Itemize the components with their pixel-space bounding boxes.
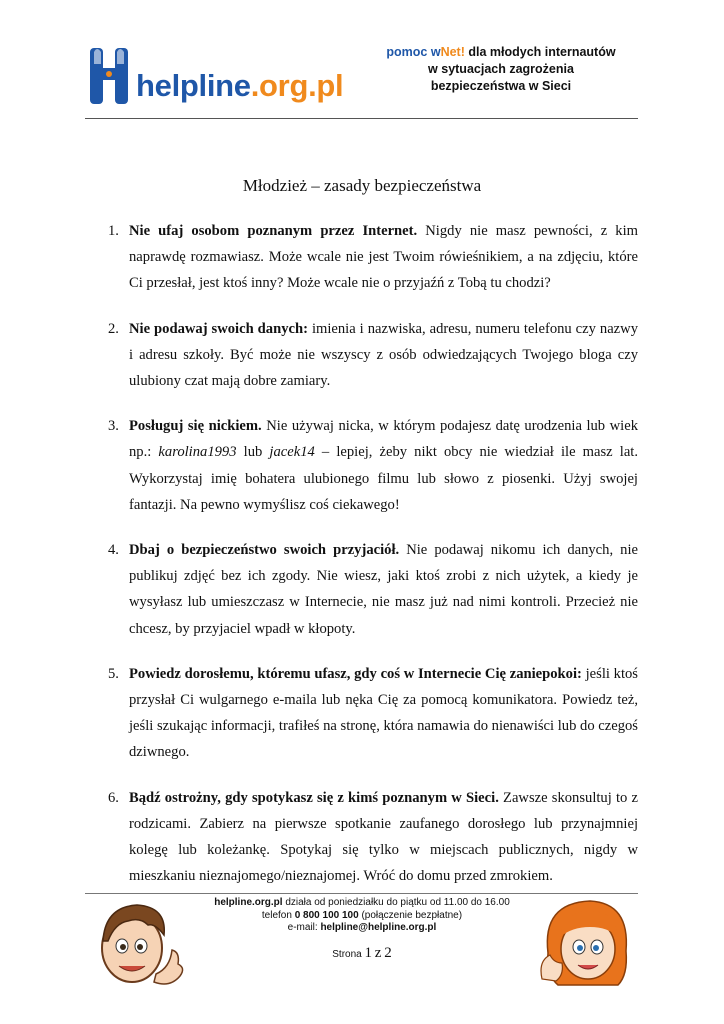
rule-heading: Powiedz dorosłemu, któremu ufasz, gdy coś w Internecie Cię zaniepokoi: — [129, 665, 582, 682]
rule-heading: Posługuj się nickiem. — [129, 418, 262, 435]
rule-text: Bądź ostrożny, gdy spotykasz się z kimś poznanym w Sieci. Zawsze skonsultuj to z rodzicami. Zabierz na pierwsze spotkanie zaufanego dorosłego lub przynajmniej kolegę lub koleżankę. Spotykaj się tylko w miejscach publicznych, nigdy w mieszkaniu nieznajomego/nieznajomej. Wróć do domu przed zmrokiem. — [129, 789, 638, 885]
header-divider — [85, 118, 638, 119]
rule-heading: Nie podawaj swoich danych: — [129, 320, 308, 337]
rule-item — [108, 661, 638, 766]
page-number: Strona 1 z 2 — [332, 945, 392, 961]
helpline-logo[interactable] — [86, 40, 343, 104]
rule-number: 6. — [108, 789, 119, 806]
page-title: Młodzież – zasady bezpieczeństwa — [242, 176, 482, 195]
page-header — [0, 0, 724, 118]
rule-item — [108, 413, 638, 518]
header-tagline: pomoc wNet! dla młodych internautów w sytuacjach zagrożenia bezpieczeństwa w Sieci — [386, 45, 616, 93]
helpline-hands-icon — [86, 44, 132, 104]
rule-text: Dbaj o bezpieczeństwo swoich przyjaciół. Nie podawaj nikomu ich danych, nie publikuj zdjęć bez ich zgody. Nie wiesz, jaki ktoś zrobi z nich użytek, a kiedy je wysyłasz lub umieszczasz w Internecie, nie masz już nad nimi kontroli. Przecież nie chcesz, by przyjaciel wpadł w kłopoty. — [129, 542, 638, 637]
rule-heading: Bądź ostrożny, gdy spotykasz się z kimś poznanym w Sieci. — [129, 789, 499, 806]
logo-text-main: helpline — [136, 68, 251, 103]
rule-number: 1. — [108, 223, 119, 239]
rule-number: 3. — [108, 418, 119, 435]
rule-item — [108, 785, 638, 890]
girl-mascot-image — [538, 893, 633, 990]
rule-item — [108, 316, 638, 395]
rule-number: 2. — [108, 320, 119, 337]
rules-list — [108, 218, 638, 908]
rule-heading: Nie ufaj osobom poznanym przez Internet. — [129, 223, 418, 239]
rule-text: Nie podawaj swoich danych: imienia i nazwiska, adresu, numeru telefonu czy nazwy i adresu szkoły. Być może nie wszyscy z osób odwiedzających Twojego bloga czy ulubiony czat mają dobre zamiary. — [129, 320, 638, 390]
rule-text: Powiedz dorosłemu, któremu ufasz, gdy coś w Internecie Cię zaniepokoi: jeśli ktoś przysłał Ci wulgarnego e-maila lub nęka Cię za pomocą komunikatora. Powiedz też, jeśli szukając informacji, trafiłeś na stronę, która namawia do nienawiści lub do czegoś dziwnego. — [129, 665, 638, 761]
rule-text: Posługuj się nickiem. Nie używaj nicka, w którym podajesz datę urodzenia lub wiek np.: karolina1993 lub jacek14 – lepiej, żeby nikt obcy nie wiedział ile masz lat. Wykorzystaj imię bohatera ulubionego filmu lub słowo z piosenki. Użyj swojej fantazji. Na pewno wymyślisz coś ciekawego! — [129, 418, 638, 513]
footer-email-link[interactable]: helpline@helpline.org.pl — [320, 922, 437, 933]
rule-number: 4. — [108, 542, 119, 559]
rule-item — [108, 537, 638, 642]
footer-contact: helpline.org.pl działa od poniedziałku do piątku od 11.00 do 16.00 telefon 0 800 100 100 (połączenie bezpłatne) e-mail: helpline@helpline.org.pl — [214, 897, 510, 933]
footer-site-link[interactable]: helpline.org.pl — [214, 897, 283, 908]
rule-text: Nie ufaj osobom poznanym przez Internet. Nigdy nie masz pewności, z kim naprawdę rozmawiasz. Może wcale nie jest Twoim rówieśnikiem, a na zdjęciu, które Ci przesłał, jest ktoś inny? Może wcale nie o przyjaźń z Tobą tu chodzi? — [129, 223, 638, 292]
rule-number: 5. — [108, 665, 119, 682]
footer-phone[interactable]: 0 800 100 100 — [294, 909, 359, 921]
logo-text-domain: .org.pl — [250, 68, 344, 103]
rule-item — [108, 218, 638, 297]
rule-heading: Dbaj o bezpieczeństwo swoich przyjaciół. — [129, 542, 400, 559]
